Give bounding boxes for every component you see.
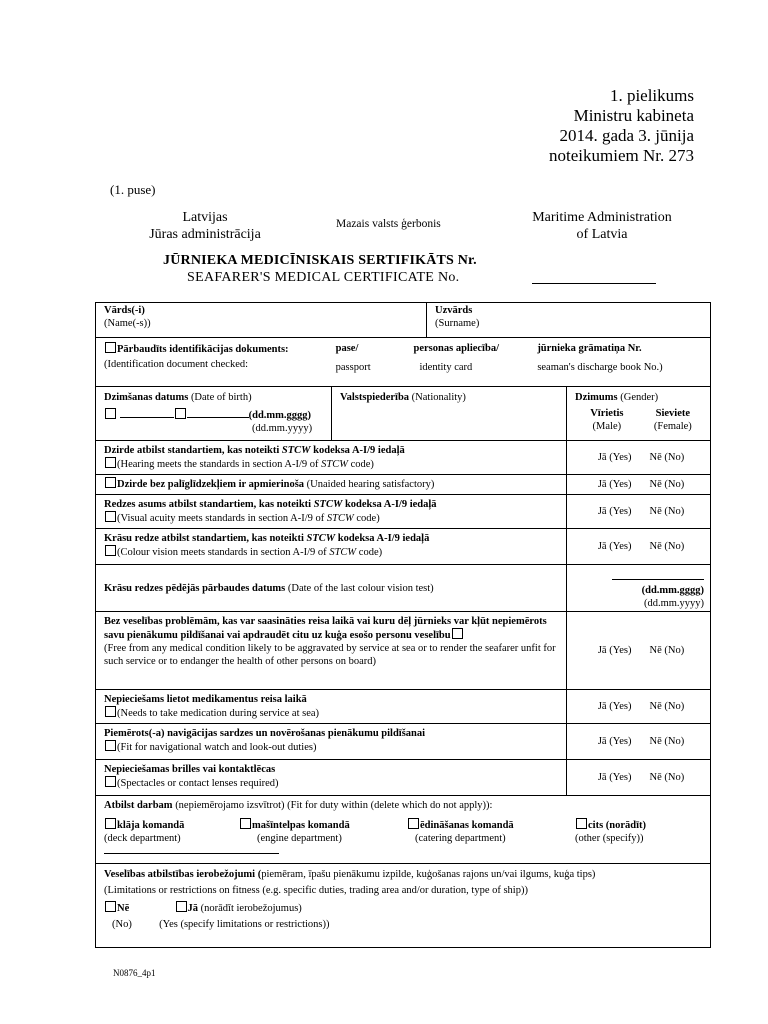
certificate-number-line[interactable] <box>532 283 656 284</box>
deck-option[interactable] <box>104 818 239 845</box>
limits-label-en: (Limitations or restrictions on fitness (e.g. specific duties, trading area and/or duration, type of ship)) <box>104 885 528 896</box>
yes-option[interactable]: Jā (Yes) <box>597 541 632 552</box>
watch-answer[interactable] <box>567 724 711 760</box>
dob-cell <box>96 387 332 441</box>
free-from-answer[interactable] <box>567 612 711 690</box>
engine-label-en: (engine department) <box>257 833 342 844</box>
title-english: SEAFARER'S MEDICAL CERTIFICATE No. <box>187 270 460 285</box>
female-label: Sieviete <box>655 408 691 419</box>
id-label: Pārbaudīts identifikācijas dokuments: <box>117 344 289 355</box>
yes-option[interactable]: Jā (Yes) <box>597 645 632 656</box>
deck-label-en: (deck department) <box>104 833 181 844</box>
medication-answer[interactable] <box>567 690 711 724</box>
other-option[interactable] <box>575 818 705 845</box>
sdb-label: jūrnieka grāmatiņa Nr. <box>537 343 642 354</box>
limits-yes-label-en: (Yes (specify limitations or restrictions)) <box>159 919 330 930</box>
title-latvian: JŪRNIEKA MEDICĪNISKAIS SERTIFIKĀTS Nr. <box>163 253 477 268</box>
gender-cell <box>567 387 711 441</box>
name-label: Vārds(-i) <box>104 305 145 316</box>
gender-male[interactable] <box>590 407 623 433</box>
limits-yes-note: (norādīt ierobežojumus) <box>198 903 302 914</box>
limits-note: piemēram, īpašu pienākumu izpilde, kuģošanas rajons un/vai ilgums, kuģa tips) <box>261 869 596 880</box>
idcard-label-en: identity card <box>419 362 473 373</box>
nationality-label-en: (Nationality) <box>411 392 466 403</box>
authority-en-line2: of Latvia <box>576 227 628 242</box>
deck-checkbox[interactable] <box>105 818 116 829</box>
male-label-en: (Male) <box>592 421 622 432</box>
annex-line-3: 2014. gada 3. jūnija <box>559 126 694 145</box>
passport-label: pase/ <box>335 343 359 354</box>
medication-checkbox[interactable] <box>105 706 116 717</box>
authority-english <box>513 209 691 243</box>
annex-line-4: noteikumiem Nr. 273 <box>549 146 694 165</box>
certificate-form <box>95 302 711 948</box>
annex-header <box>549 86 694 166</box>
sdb-label-en: seaman's discharge book No.) <box>537 362 663 373</box>
dob-label-en: (Date of birth) <box>190 392 252 403</box>
catering-option[interactable] <box>407 818 575 845</box>
yes-option[interactable]: Jā (Yes) <box>597 506 632 517</box>
colour-vision-checkbox[interactable] <box>105 545 116 556</box>
fit-duty-note: (nepiemērojamo izsvītrot) <box>172 800 285 811</box>
no-option[interactable]: Nē (No) <box>649 479 685 490</box>
visual-acuity-cell: Redzes asums atbilst standartiem, kas noteikti STCW kodeksa A-I/9 iedaļā (Visual acuity meets standards in section A-I/9 of STCW code) <box>96 495 567 529</box>
gender-label: Dzimums <box>575 392 618 403</box>
colour-test-cell <box>96 565 567 612</box>
catering-label-en: (catering department) <box>415 833 506 844</box>
colour-test-format-en: (dd.mm.yyyy) <box>643 598 705 609</box>
annex-line-1: 1. pielikums <box>609 86 694 105</box>
watch-checkbox[interactable] <box>105 740 116 751</box>
passport-label-en: passport <box>335 362 371 373</box>
unaided-hearing-cell: Dzirde bez palīglīdzekļiem ir apmierinoša (Unaided hearing satisfactory) <box>96 475 567 495</box>
authority-lv-line2: Jūras administrācija <box>149 227 261 242</box>
watch-label-en: (Fit for navigational watch and look-out duties) <box>117 742 317 753</box>
surname-label-en: (Surname) <box>435 318 480 329</box>
catering-label: ēdināšanas komandā <box>420 820 514 831</box>
no-option[interactable]: Nē (No) <box>649 452 685 463</box>
no-option[interactable]: Nē (No) <box>649 645 685 656</box>
id-document-cell <box>96 338 711 387</box>
limits-yes-checkbox[interactable] <box>176 901 187 912</box>
limits-no-label-en: (No) <box>112 919 132 930</box>
limits-yes-label: Jā <box>187 903 198 914</box>
medication-cell <box>96 690 567 724</box>
fit-duty-label: Atbilst darbam <box>104 800 173 811</box>
surname-label: Uzvārds <box>435 305 473 316</box>
authority-latvian <box>130 209 280 243</box>
colour-test-format: (dd.mm.gggg) <box>641 585 705 596</box>
other-specify-line[interactable] <box>104 853 279 854</box>
no-option[interactable]: Nē (No) <box>649 736 685 747</box>
engine-option[interactable] <box>239 818 407 845</box>
authority-en-line1: Maritime Administration <box>532 210 672 225</box>
limitations-cell <box>96 864 711 948</box>
yes-option[interactable]: Jā (Yes) <box>597 452 632 463</box>
coat-of-arms-placeholder: Mazais valsts ģerbonis <box>336 218 441 230</box>
limits-label: Veselības atbilstības ierobežojumi ( <box>104 869 262 880</box>
limits-no-label: Nē <box>117 903 130 914</box>
no-option[interactable]: Nē (No) <box>649 772 685 783</box>
colour-vision-answer[interactable] <box>567 529 711 565</box>
male-label: Vīrietis <box>590 408 624 419</box>
yes-option[interactable]: Jā (Yes) <box>597 479 632 490</box>
no-option[interactable]: Nē (No) <box>649 701 685 712</box>
colour-test-date[interactable] <box>567 565 711 612</box>
authority-lv-line1: Latvijas <box>182 210 228 225</box>
other-label: cits (norādīt) <box>588 820 647 831</box>
catering-checkbox[interactable] <box>408 818 419 829</box>
side-label: (1. puse) <box>110 182 156 197</box>
dob-format-en: (dd.mm.yyyy) <box>252 423 313 434</box>
free-from-label: Bez veselības problēmām, kas var saasināties reisa laikā vai kuru dēļ jūrnieks var kļūt nepiemērots savu pienākumu pildīšanai vai apdraudēt citu uz kuģa esošo personu veselību <box>104 616 547 641</box>
spectacles-checkbox[interactable] <box>105 776 116 787</box>
dob-day-box[interactable] <box>105 408 116 419</box>
colour-test-label-en: (Date of the last colour vision test) <box>285 582 434 594</box>
surname-cell[interactable] <box>427 303 711 338</box>
name-cell[interactable] <box>96 303 427 338</box>
engine-checkbox[interactable] <box>240 818 251 829</box>
unaided-hearing-answer[interactable] <box>567 475 711 495</box>
colour-test-label: Krāsu redzes pēdējās pārbaudes datums <box>104 582 286 594</box>
no-option[interactable]: Nē (No) <box>649 541 685 552</box>
id-label-en: (Identification document checked: <box>104 359 249 370</box>
form-code: N0876_4p1 <box>113 968 156 978</box>
watch-duties-cell <box>96 724 567 760</box>
gender-label-en: (Gender) <box>620 392 659 403</box>
hearing-cell: Dzirde atbilst standartiem, kas noteikti STCW kodeksa A-I/9 iedaļā (Hearing meets the standards in section A-I/9 of STCW code) <box>96 441 567 475</box>
female-label-en: (Female) <box>653 421 692 432</box>
spectacles-cell <box>96 760 567 796</box>
spectacles-label-en: (Spectacles or contact lenses required) <box>117 778 279 789</box>
gender-female[interactable] <box>654 407 692 433</box>
visual-acuity-answer[interactable] <box>567 495 711 529</box>
fit-for-duty-cell <box>96 796 711 864</box>
medication-label-en: (Needs to take medication during service at sea) <box>117 708 320 719</box>
spectacles-answer[interactable] <box>567 760 711 796</box>
colour-vision-cell: Krāsu redze atbilst standartiem, kas noteikti STCW kodeksa A-I/9 iedaļā (Colour vision meets standards in section A-I/9 of STCW code) <box>96 529 567 565</box>
idcard-label: personas apliecība/ <box>413 343 499 354</box>
other-label-en: (other (specify)) <box>575 833 644 844</box>
dob-format: (dd.mm.gggg) <box>248 410 312 421</box>
watch-label: Piemērots(-a) navigācijas sardzes un novērošanas pienākumu pildīšanai <box>104 728 426 739</box>
hearing-answer[interactable] <box>567 441 711 475</box>
free-from-condition-cell <box>96 612 567 690</box>
id-checkbox[interactable] <box>105 342 116 353</box>
visual-acuity-checkbox[interactable] <box>105 511 116 522</box>
yes-option[interactable]: Jā (Yes) <box>597 736 632 747</box>
yes-option[interactable]: Jā (Yes) <box>597 772 632 783</box>
dob-month-box[interactable] <box>175 408 186 419</box>
fit-duty-label-en: (Fit for duty within (delete which do not apply)): <box>284 800 493 811</box>
no-option[interactable]: Nē (No) <box>649 506 685 517</box>
unaided-hearing-checkbox[interactable] <box>105 477 116 488</box>
other-checkbox[interactable] <box>576 818 587 829</box>
free-from-label-en: (Free from any medical condition likely to be aggravated by service at sea or to render the seafarer unfit for such service or to endanger the health of other persons on board) <box>104 643 556 667</box>
nationality-cell[interactable] <box>332 387 567 441</box>
medication-label: Nepieciešams lietot medikamentus reisa laikā <box>104 694 307 705</box>
yes-option[interactable]: Jā (Yes) <box>597 701 632 712</box>
dob-label: Dzimšanas datums <box>104 392 189 403</box>
limits-no-checkbox[interactable] <box>105 901 116 912</box>
deck-label: klāja komandā <box>117 820 185 831</box>
nationality-label: Valstspiederība <box>340 392 410 403</box>
engine-label: mašīntelpas komandā <box>252 820 350 831</box>
name-label-en: (Name(-s)) <box>104 318 151 329</box>
free-from-checkbox[interactable] <box>452 628 463 639</box>
spectacles-label: Nepieciešamas brilles vai kontaktlēcas <box>104 764 276 775</box>
hearing-checkbox[interactable] <box>105 457 116 468</box>
annex-line-2: Ministru kabineta <box>573 106 694 125</box>
